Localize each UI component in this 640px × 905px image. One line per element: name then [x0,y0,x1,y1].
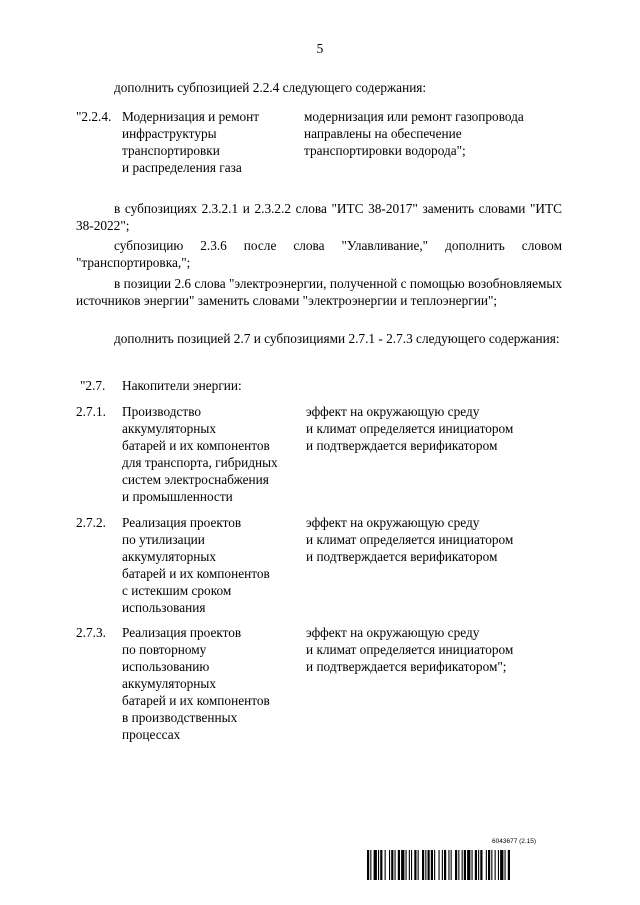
barcode-bar [406,850,407,880]
barcode-bar [486,850,487,880]
name-line: транспортировки [122,143,220,158]
name-line: аккумуляторных [122,421,216,436]
name-line: Модернизация и ремонт [122,109,260,124]
barcode-bar [475,850,477,880]
subposition-description [306,624,566,675]
barcode-icon [367,850,565,880]
desc-line: и подтверждается верификатором [306,549,498,564]
barcode-bar [462,850,463,880]
barcode-bar [500,850,503,880]
barcode-bar [442,850,443,880]
barcode-bar [472,850,473,880]
barcode-bar [378,850,379,880]
name-line: по утилизации [122,532,205,547]
subposition-number: 2.7.1. [76,404,106,419]
page-number: 5 [316,41,324,56]
desc-line: и подтверждается верификатором"; [306,659,507,674]
barcode-bar [418,850,419,880]
barcode-bar [380,850,382,880]
name-line: и промышленности [122,489,233,504]
desc-line: эффект на окружающую среду [306,404,480,419]
barcode-bar [398,850,400,880]
barcode-number: 6043677 (2.15) [492,838,537,845]
name-line: использования [122,600,206,615]
desc-line: направлены на обеспечение [304,126,462,141]
barcode-bar [395,850,396,880]
barcode-bar [428,850,430,880]
barcode-bar [508,850,510,880]
barcode-bar [389,850,390,880]
name-line: Реализация проектов [122,515,242,530]
subposition-number: 2.7.3. [76,625,106,640]
desc-line: модернизация или ремонт газопровода [304,109,524,124]
barcode-bar [464,850,466,880]
name-line: в производственных [122,710,238,725]
subposition-name [122,514,304,616]
name-line: с истекшим сроком [122,583,232,598]
barcode-bar [414,850,416,880]
subposition-description [304,108,564,159]
barcode-bar [444,850,446,880]
barcode-bar [480,850,482,880]
barcode-bar [439,850,440,880]
subposition-description [306,403,566,454]
position-number: "2.7. [80,378,106,393]
subposition-number: 2.7.2. [76,515,106,530]
barcode-bar [491,850,492,880]
barcode-bar [409,850,410,880]
subposition-name [122,403,304,505]
name-line: и распределения газа [122,160,242,175]
desc-line: эффект на окружающую среду [306,625,480,640]
desc-line: эффект на окружающую среду [306,515,480,530]
name-line: для транспорта, гибридных [122,455,278,470]
subposition-description [306,514,566,565]
name-line: Производство [122,404,202,419]
barcode-bar [488,850,490,880]
barcode-bar [431,850,433,880]
subposition-name [122,624,304,743]
name-line: Реализация проектов [122,625,242,640]
name-line: батарей и их компонентов [122,438,270,453]
desc-line: и климат определяется инициатором [306,532,514,547]
barcode-bar [455,850,457,880]
barcode-bar [401,850,404,880]
paragraph-3: субпозицию 2.3.6 после слова "Улавливание," дополнить словом "транспортировка,"; [76,238,562,270]
barcode-bar [495,850,496,880]
paragraph-5: дополнить позицией 2.7 и субпозициями 2.7.1 - 2.7.3 следующего содержания: [114,331,560,346]
desc-line: и климат определяется инициатором [306,421,514,436]
name-line: инфраструктуры [122,126,217,141]
name-line: аккумуляторных [122,676,216,691]
barcode-bar [434,850,435,880]
name-line: Накопители энергии: [122,378,242,393]
name-line: по повторному [122,642,207,657]
barcode-bar [498,850,499,880]
paragraph-2: в субпозициях 2.3.2.1 и 2.3.2.2 слова "ИТС 38-2017" заменить словами "ИТС 38-2022"; [76,201,562,233]
barcode-bar [425,850,426,880]
barcode-bar [385,850,386,880]
barcode-bar [467,850,470,880]
intro-paragraph: дополнить субпозицией 2.2.4 следующего содержания: [114,80,427,95]
barcode-bar [422,850,424,880]
name-line: батарей и их компонентов [122,566,270,581]
barcode-bar [478,850,479,880]
desc-line: и климат определяется инициатором [306,642,514,657]
barcode-bar [411,850,412,880]
barcode-bar [448,850,449,880]
desc-line: транспортировки водорода"; [304,143,466,158]
paragraph-4: в позиции 2.6 слова "электроэнергии, полученной с помощью возобновляемых источников энергии" заменить словами "электроэнергии и теплоэнергии"; [76,276,562,308]
barcode-bar [458,850,459,880]
desc-line: и подтверждается верификатором [306,438,498,453]
name-line: аккумуляторных [122,549,216,564]
barcode-bar [374,850,377,880]
barcode-bar [367,850,369,880]
name-line: процессах [122,727,181,742]
barcode-bar [391,850,393,880]
barcode-bar [451,850,452,880]
subposition-name [122,108,304,176]
barcode-bar [505,850,506,880]
name-line: батарей и их компонентов [122,693,270,708]
name-line: систем электроснабжения [122,472,269,487]
barcode-bar [370,850,371,880]
name-line: использованию [122,659,210,674]
position-name [122,377,304,394]
subposition-number: "2.2.4. [76,109,112,124]
